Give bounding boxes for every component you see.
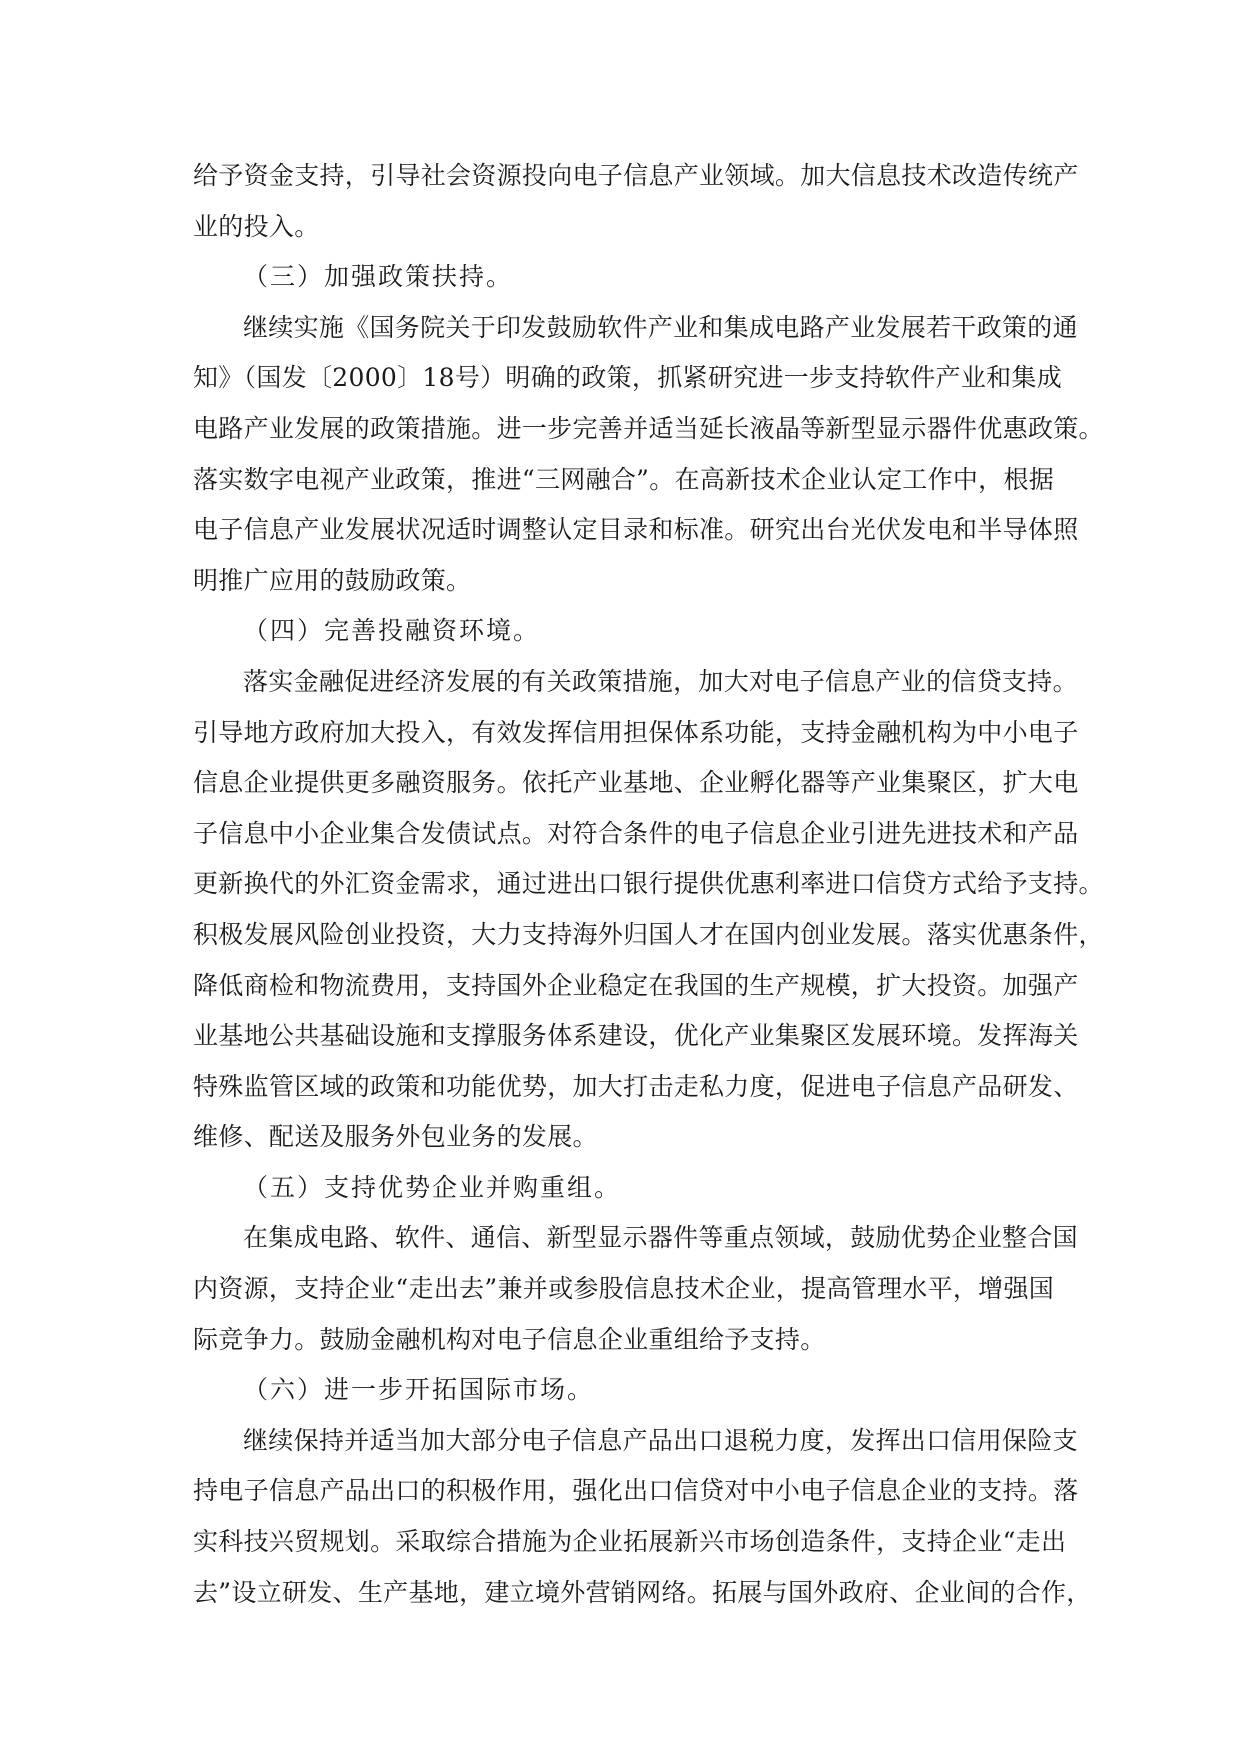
paragraph-line: 维修、配送及服务外包业务的发展。 — [193, 1122, 598, 1152]
paragraph-line: 持电子信息产品出口的积极作用，强化出口信贷对中小电子信息企业的支持。落 — [193, 1476, 1079, 1506]
section-heading-4 — [193, 606, 1063, 657]
paragraph-line: 在集成电路、软件、通信、新型显示器件等重点领域，鼓励优势企业整合国 — [243, 1223, 1078, 1253]
paragraph-line: 引导地方政府加大投入，有效发挥信用担保体系功能，支持金融机构为中小电子 — [193, 717, 1079, 747]
paragraph-line: 积极发展风险创业投资，大力支持海外归国人才在国内创业发展。落实优惠条件， — [193, 919, 1104, 949]
paragraph-line: 信息企业提供更多融资服务。依托产业基地、企业孵化器等产业集聚区，扩大电 — [193, 768, 1079, 798]
document-body — [193, 151, 1104, 1618]
paragraph-line: 落实金融促进经济发展的有关政策措施，加大对电子信息产业的信贷支持。 — [243, 666, 1078, 696]
section-heading-5 — [193, 1163, 1063, 1214]
heading-text: （三）加强政策扶持。 — [243, 262, 514, 292]
paragraph-line: 更新换代的外汇资金需求，通过进出口银行提供优惠利率进口信贷方式给予支持。 — [193, 869, 1104, 899]
paragraph-investment-environment — [193, 657, 1104, 1163]
paragraph-line: 落实数字电视产业政策，推进“三网融合”。在高新技术企业认定工作中，根据 — [193, 464, 1055, 494]
paragraph-line: 实科技兴贸规划。采取综合措施为企业拓展新兴市场创造条件，支持企业“走出 — [193, 1527, 1067, 1557]
paragraph-line: 内资源，支持企业“走出去”兼并或参股信息技术企业，提高管理水平，增强国 — [193, 1274, 1055, 1304]
heading-text: （四）完善投融资环境。 — [243, 616, 541, 646]
section-heading-3 — [193, 252, 1063, 303]
section-heading-6 — [193, 1365, 1063, 1416]
paragraph-mergers — [193, 1213, 1078, 1365]
heading-text: （六）进一步开拓国际市场。 — [243, 1375, 595, 1405]
paragraph-line: 继续保持并适当加大部分电子信息产品出口退税力度，发挥出口信用保险支 — [243, 1425, 1078, 1455]
paragraph-line: 知》（国发〔2000〕18号）明确的政策，抓紧研究进一步支持软件产业和集成 — [193, 363, 1063, 393]
paragraph-line: 际竞争力。鼓励金融机构对电子信息企业重组给予支持。 — [193, 1324, 826, 1354]
paragraph-line: 给予资金支持，引导社会资源投向电子信息产业领域。加大信息技术改造传统产 — [193, 161, 1079, 190]
paragraph-line: 特殊监管区域的政策和功能优势，加大打击走私力度，促进电子信息产品研发、 — [193, 1071, 1079, 1101]
paragraph-line: 电路产业发展的政策措施。进一步完善并适当延长液晶等新型显示器件优惠政策。 — [193, 413, 1104, 443]
paragraph-line: 继续实施《国务院关于印发鼓励软件产业和集成电路产业发展若干政策的通 — [243, 312, 1078, 342]
heading-text: （五）支持优势企业并购重组。 — [243, 1172, 622, 1202]
paragraph-continued — [193, 151, 1079, 252]
paragraph-line: 子信息中小企业集合发债试点。对符合条件的电子信息企业引进先进技术和产品 — [193, 818, 1079, 848]
paragraph-line: 业基地公共基础设施和支撑服务体系建设，优化产业集聚区发展环境。发挥海关 — [193, 1021, 1079, 1051]
paragraph-international-market — [193, 1416, 1092, 1618]
paragraph-line: 去”设立研发、生产基地，建立境外营销网络。拓展与国外政府、企业间的合作， — [193, 1577, 1092, 1607]
paragraph-line: 电子信息产业发展状况适时调整认定目录和标准。研究出台光伏发电和半导体照 — [193, 515, 1079, 545]
paragraph-line: 明推广应用的鼓励政策。 — [193, 565, 472, 595]
paragraph-line: 降低商检和物流费用，支持国外企业稳定在我国的生产规模，扩大投资。加强产 — [193, 970, 1079, 1000]
paragraph-policy-support — [193, 303, 1104, 607]
paragraph-line: 业的投入。 — [193, 211, 320, 241]
